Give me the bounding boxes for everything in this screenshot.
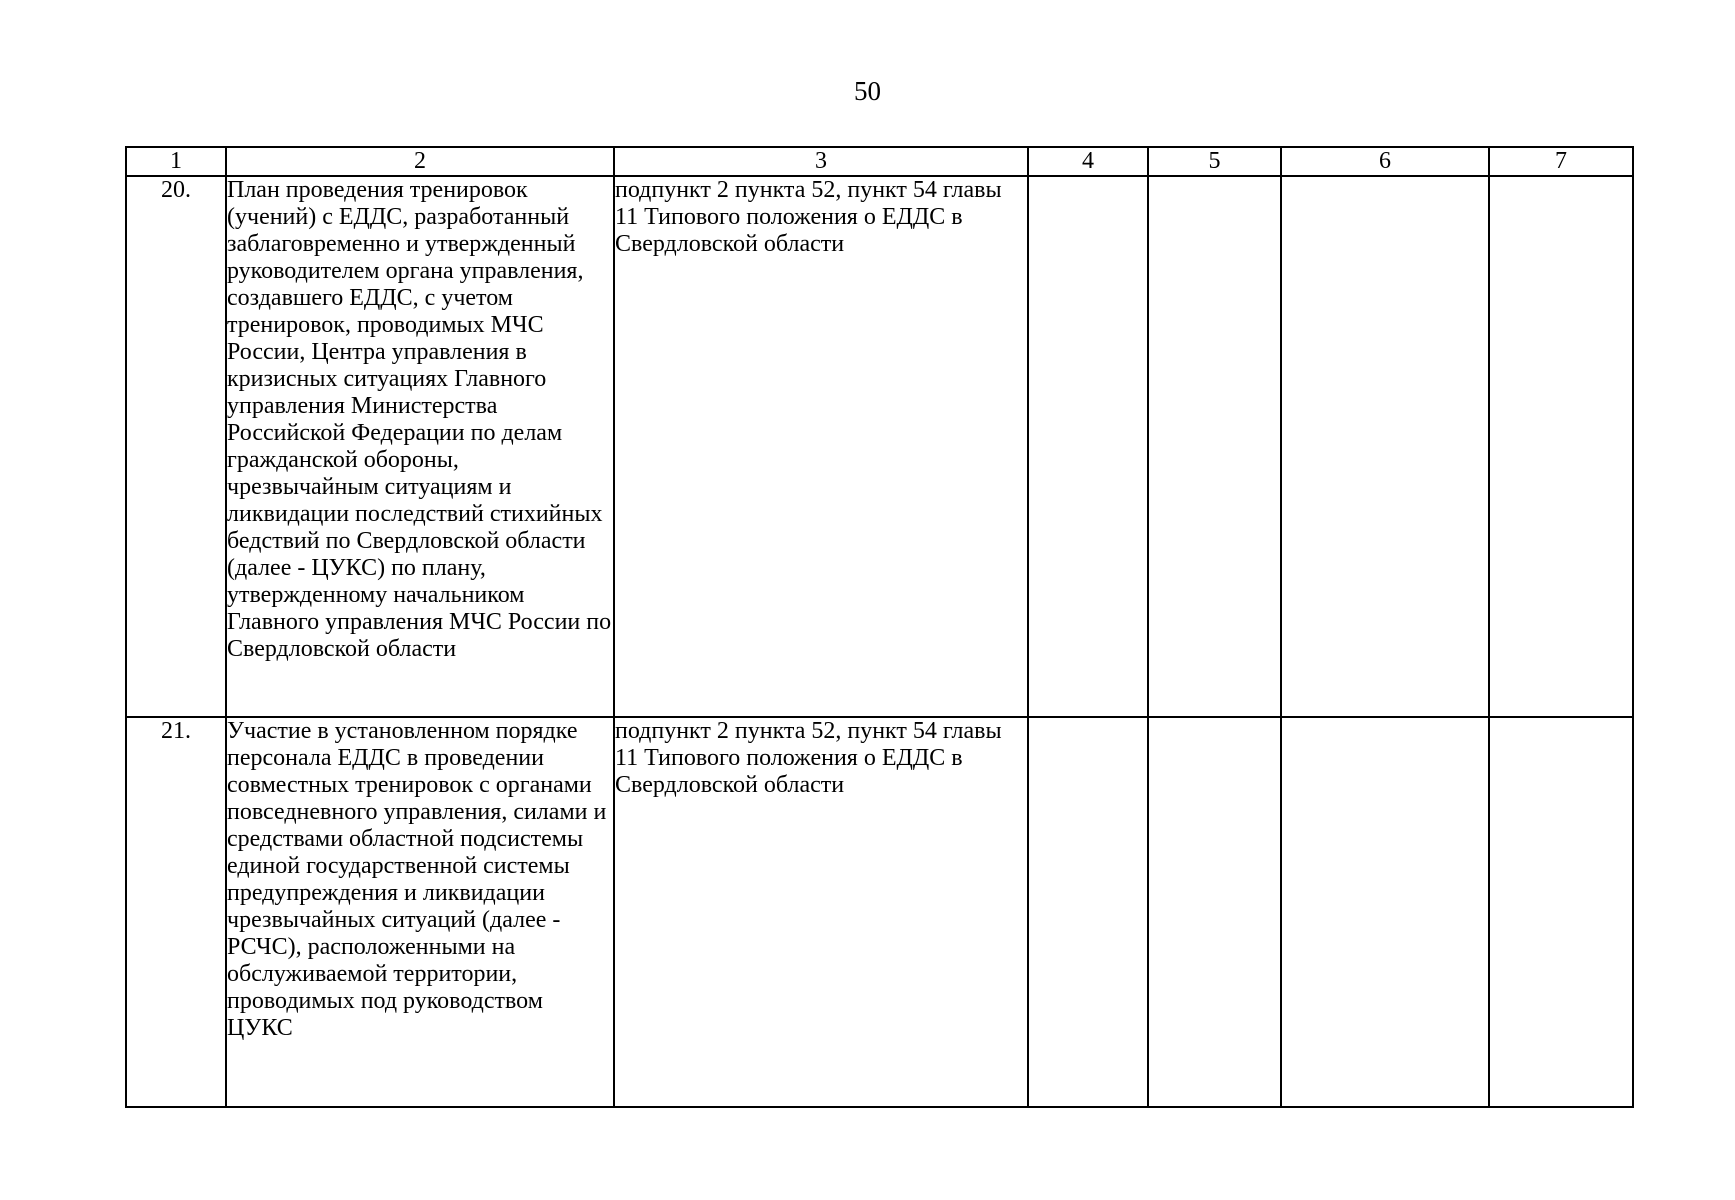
row-cell-6 — [1281, 176, 1489, 717]
column-header-3: 3 — [614, 147, 1028, 176]
page-number: 50 — [854, 76, 881, 106]
row-description: Участие в установленном порядке персонала ЕДДС в проведении совместных тренировок с органами повседневного управления, силами и средствами областной подсистемы единой государственной системы предупреждения и ликвидации чрезвычайных ситуаций (далее - РСЧС), расположенными на обслуживаемой территории, проводимых под руководством ЦУКС — [226, 717, 614, 1107]
document-table — [125, 146, 1634, 1108]
column-header-5: 5 — [1148, 147, 1281, 176]
table-header-row — [126, 147, 1633, 176]
row-number: 21. — [126, 717, 226, 1107]
row-reference: подпункт 2 пункта 52, пункт 54 главы 11 Типового положения о ЕДДС в Свердловской области — [614, 717, 1028, 1107]
row-reference: подпункт 2 пункта 52, пункт 54 главы 11 Типового положения о ЕДДС в Свердловской области — [614, 176, 1028, 717]
row-cell-6 — [1281, 717, 1489, 1107]
row-cell-5 — [1148, 717, 1281, 1107]
row-number: 20. — [126, 176, 226, 717]
row-cell-4 — [1028, 717, 1148, 1107]
column-header-4: 4 — [1028, 147, 1148, 176]
row-cell-4 — [1028, 176, 1148, 717]
row-cell-7 — [1489, 176, 1633, 717]
column-header-1: 1 — [126, 147, 226, 176]
row-description: План проведения тренировок (учений) с ЕДДС, разработанный заблаговременно и утвержденный руководителем органа управления, создавшего ЕДДС, с учетом тренировок, проводимых МЧС России, Центра управления в кризисных ситуациях Главного управления Министерства Российской Федерации по делам гражданской обороны, чрезвычайным ситуациям и ликвидации последствий стихийных бедствий по Свердловской области (далее - ЦУКС) по плану, утвержденному начальником Главного управления МЧС России по Свердловской области — [226, 176, 614, 717]
table-row — [126, 717, 1633, 1107]
column-header-7: 7 — [1489, 147, 1633, 176]
table-row — [126, 176, 1633, 717]
row-cell-5 — [1148, 176, 1281, 717]
column-header-6: 6 — [1281, 147, 1489, 176]
column-header-2: 2 — [226, 147, 614, 176]
row-cell-7 — [1489, 717, 1633, 1107]
